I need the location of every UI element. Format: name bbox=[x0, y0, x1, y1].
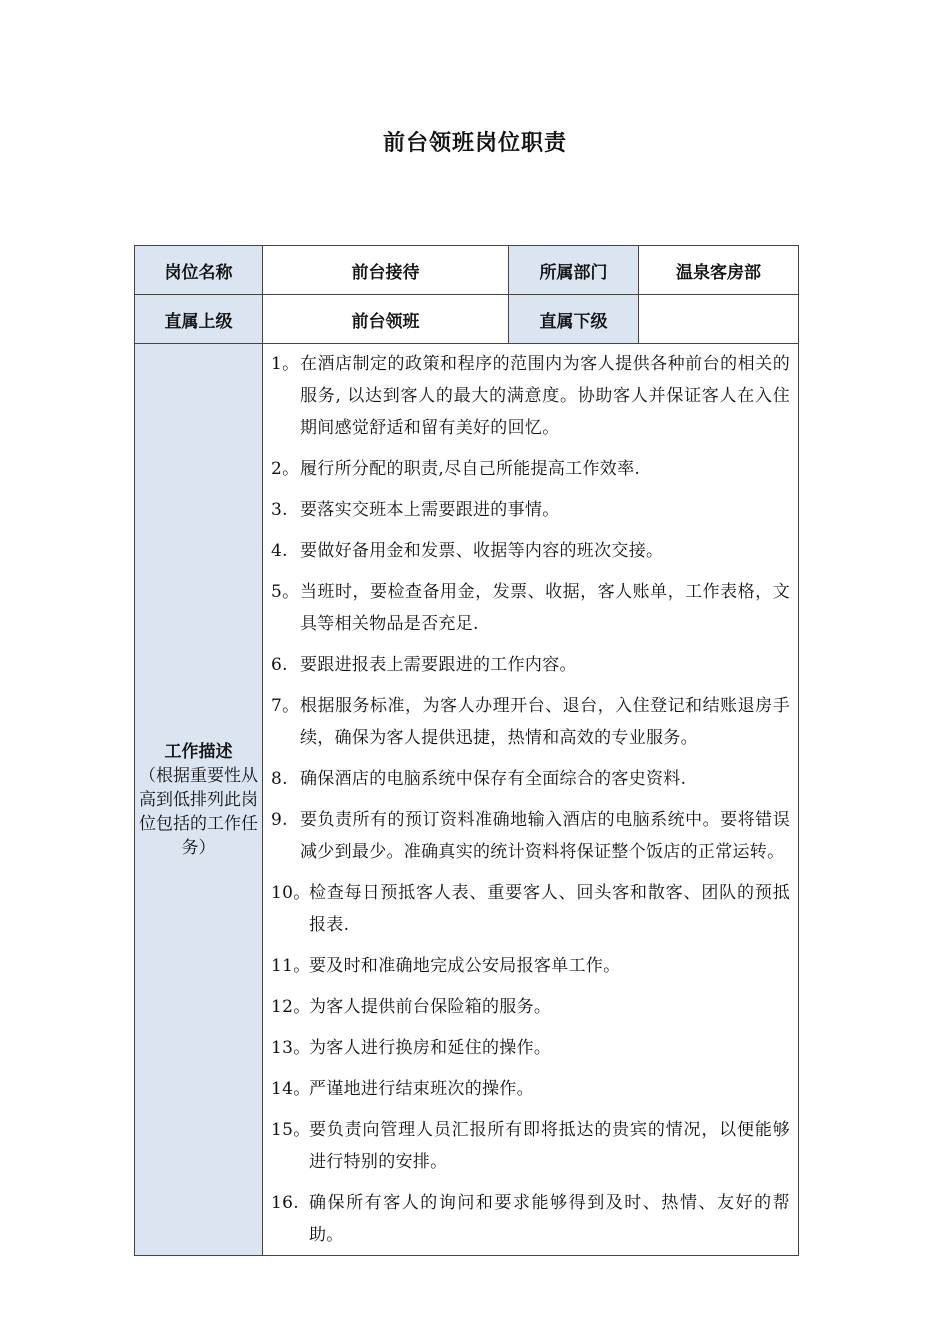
duty-text: 履行所分配的职责,尽自己所能提高工作效率. bbox=[300, 459, 641, 479]
duty-number: 16. bbox=[271, 1193, 299, 1213]
table-row-reporting bbox=[135, 295, 799, 344]
direct-subordinate-label: 直属下级 bbox=[509, 295, 639, 344]
duty-text: 严谨地进行结束班次的操作。 bbox=[309, 1079, 534, 1099]
duty-item bbox=[271, 690, 790, 754]
duty-text: 确保所有客人的询问和要求能够得到及时、热情、友好的帮助。 bbox=[309, 1193, 790, 1245]
table-row-description bbox=[135, 344, 799, 1256]
department-value: 温泉客房部 bbox=[639, 246, 799, 295]
job-description-header bbox=[135, 344, 263, 1256]
duty-item bbox=[271, 649, 790, 681]
duty-number: 12。 bbox=[271, 997, 311, 1017]
duty-text: 要负责向管理人员汇报所有即将抵达的贵宾的情况，以便能够进行特别的安排。 bbox=[309, 1120, 790, 1172]
duty-item bbox=[271, 950, 790, 982]
duty-text: 当班时，要检查备用金，发票、收据，客人账单，工作表格，文具等相关物品是否充足. bbox=[300, 582, 790, 634]
duty-text: 为客人提供前台保险箱的服务。 bbox=[309, 997, 552, 1017]
duty-number: 10。 bbox=[271, 883, 311, 903]
duty-item bbox=[271, 576, 790, 640]
duty-item bbox=[271, 453, 790, 485]
job-description-note: （根据重要性从高到低排列此岗位包括的工作任务） bbox=[139, 765, 258, 858]
duty-text: 要负责所有的预订资料准确地输入酒店的电脑系统中。要将错误减少到最少。准确真实的统计资料将保证整个饭店的正常运转。 bbox=[300, 810, 790, 862]
duty-number: 3. bbox=[271, 500, 288, 520]
page-title: 前台领班岗位职责 bbox=[382, 131, 567, 156]
position-name-label: 岗位名称 bbox=[135, 246, 263, 295]
duty-number: 7。 bbox=[271, 696, 300, 716]
duty-number: 2。 bbox=[271, 459, 300, 479]
department-label: 所属部门 bbox=[509, 246, 639, 295]
duty-item bbox=[271, 1114, 790, 1178]
duty-number: 11。 bbox=[271, 956, 311, 976]
duty-text: 为客人进行换房和延住的操作。 bbox=[309, 1038, 552, 1058]
table-row-position bbox=[135, 246, 799, 295]
duty-number: 4. bbox=[271, 541, 288, 561]
duty-text: 确保酒店的电脑系统中保存有全面综合的客史资料. bbox=[300, 769, 687, 789]
duty-number: 14。 bbox=[271, 1079, 311, 1099]
duty-item bbox=[271, 804, 790, 868]
job-description-title: 工作描述 bbox=[164, 741, 233, 762]
direct-subordinate-value bbox=[639, 295, 799, 344]
duty-number: 5。 bbox=[271, 582, 300, 602]
duty-number: 6. bbox=[271, 655, 288, 675]
duty-item bbox=[271, 494, 790, 526]
duty-text: 要做好备用金和发票、收据等内容的班次交接。 bbox=[300, 541, 664, 561]
job-duty-table bbox=[134, 245, 799, 1256]
position-name-value: 前台接待 bbox=[263, 246, 509, 295]
duty-text: 根据服务标准，为客人办理开台、退台，入住登记和结账退房手续，确保为客人提供迅捷，热情和高效的专业服务。 bbox=[300, 696, 790, 748]
duty-text: 在酒店制定的政策和程序的范围内为客人提供各种前台的相关的服务, 以达到客人的最大的满意度。协助客人并保证客人在入住期间感觉舒适和留有美好的回忆。 bbox=[300, 354, 790, 438]
duty-item bbox=[271, 877, 790, 941]
duty-item bbox=[271, 1073, 790, 1105]
duty-item bbox=[271, 535, 790, 567]
duty-text: 要及时和准确地完成公安局报客单工作。 bbox=[309, 956, 621, 976]
duty-item bbox=[271, 763, 790, 795]
direct-superior-label: 直属上级 bbox=[135, 295, 263, 344]
duty-number: 1。 bbox=[271, 354, 300, 374]
duty-number: 8. bbox=[271, 769, 288, 789]
direct-superior-value: 前台领班 bbox=[263, 295, 509, 344]
duty-list-cell bbox=[263, 344, 799, 1256]
duty-number: 15。 bbox=[271, 1120, 311, 1140]
duty-item bbox=[271, 348, 790, 444]
duty-text: 检查每日预抵客人表、重要客人、回头客和散客、团队的预抵报表. bbox=[309, 883, 790, 935]
duty-number: 13。 bbox=[271, 1038, 311, 1058]
duty-item bbox=[271, 1032, 790, 1064]
duty-text: 要跟进报表上需要跟进的工作内容。 bbox=[300, 655, 577, 675]
duty-text: 要落实交班本上需要跟进的事情。 bbox=[300, 500, 560, 520]
duty-item bbox=[271, 1187, 790, 1251]
duty-list bbox=[271, 348, 790, 1251]
duty-item bbox=[271, 991, 790, 1023]
duty-number: 9. bbox=[271, 810, 288, 830]
